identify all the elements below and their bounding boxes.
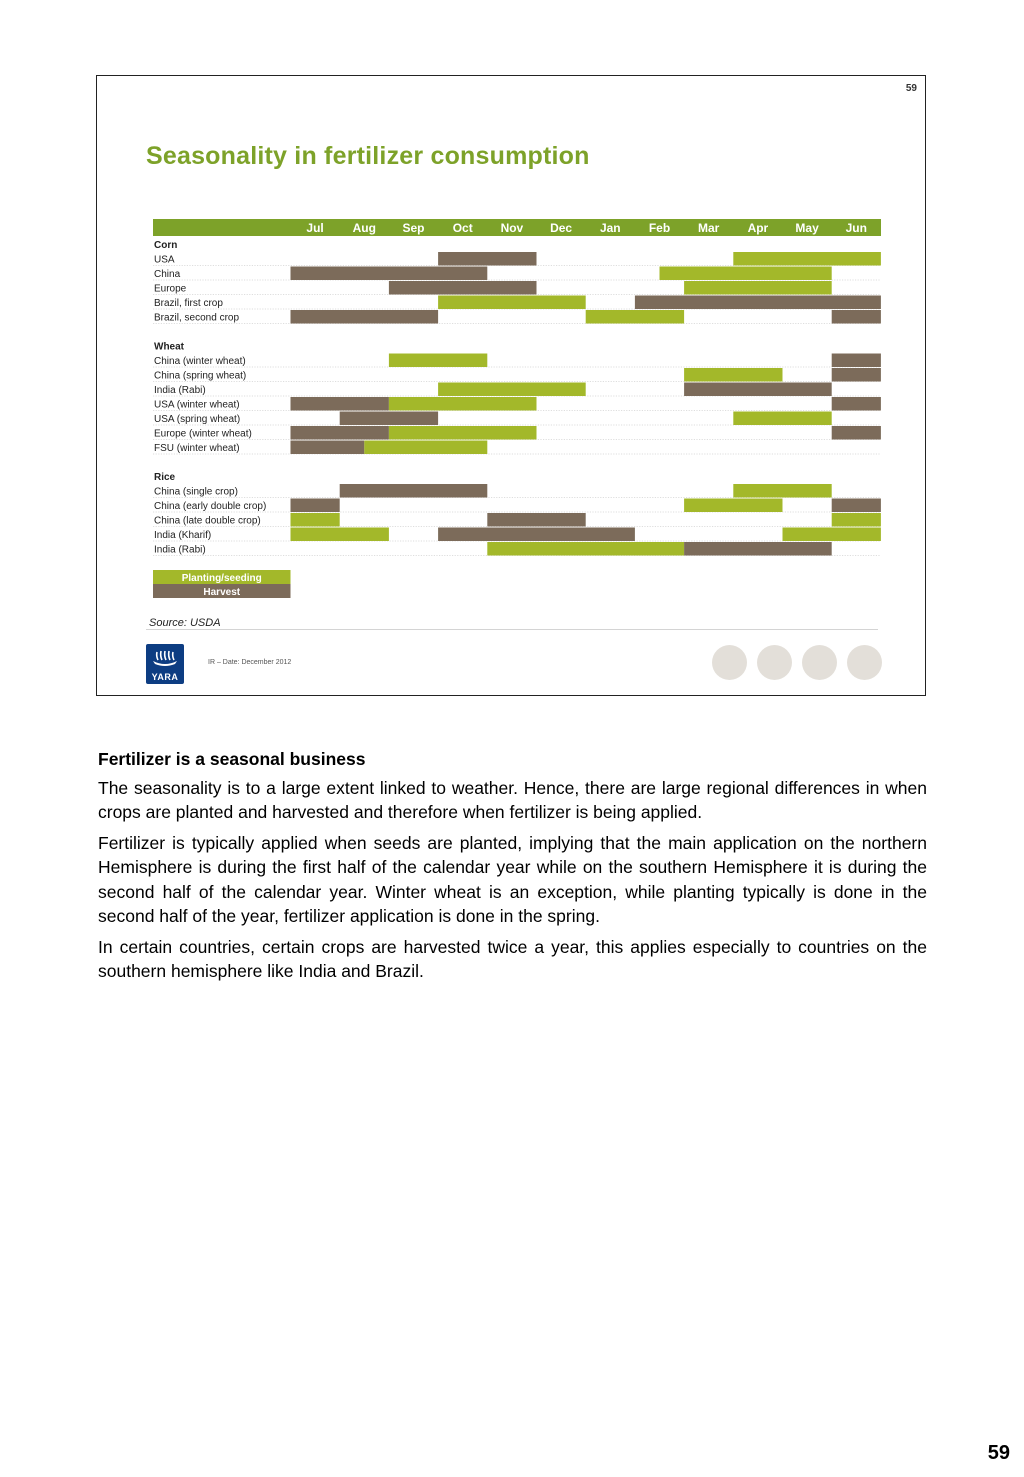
planting-bar (684, 368, 782, 382)
slide (96, 75, 926, 696)
month-label: Jun (845, 221, 867, 235)
legend-harvest-label: Harvest (203, 587, 241, 598)
row-label: China (single crop) (154, 486, 238, 498)
paragraph: The seasonality is to a large extent linked to weather. Hence, there are large regional differences in when crops are planted and harvested and therefore when fertilizer is being applied. (98, 777, 927, 822)
harvest-bar (389, 281, 537, 295)
body-text (98, 747, 927, 990)
harvest-bar (832, 354, 881, 368)
harvest-bar (340, 484, 488, 498)
harvest-bar (291, 267, 488, 281)
harvest-bar (832, 368, 881, 382)
harvest-bar (291, 310, 439, 324)
footer-divider (146, 629, 878, 630)
planting-bar (733, 252, 881, 266)
harvest-bar (832, 310, 881, 324)
planting-bar (783, 528, 881, 542)
paragraph: Fertilizer is typically applied when seeds are planted, implying that the main application on the northern Hemisphere is during the first half of the calendar year while on the southern Hemisphere it is during the second half of the calendar year. Winter wheat is an exception, while planting typically is done in the second half of the year, fertilizer application is done in the spring. (98, 832, 927, 926)
planting-bar (389, 426, 537, 440)
planting-bar (291, 528, 389, 542)
month-label: Oct (452, 221, 473, 235)
source-note: Source: USDA (149, 617, 221, 629)
nav-dot (712, 645, 747, 680)
month-label: Jul (306, 221, 324, 235)
seasonality-chart (97, 76, 926, 616)
planting-bar (733, 412, 831, 426)
nav-dot (757, 645, 792, 680)
harvest-bar (291, 499, 340, 513)
planting-bar (684, 499, 782, 513)
paragraph: In certain countries, certain crops are harvested twice a year, this applies especially to countries on the southern hemisphere like India and Brazil. (98, 936, 927, 981)
planting-bar (389, 397, 537, 411)
harvest-bar (438, 528, 635, 542)
month-label: Dec (550, 221, 573, 235)
row-label: Europe (154, 283, 187, 295)
planting-bar (832, 513, 881, 527)
harvest-bar (684, 383, 832, 397)
month-label: Mar (698, 221, 720, 235)
planting-bar (438, 383, 586, 397)
harvest-bar (832, 426, 881, 440)
group-label: Rice (154, 472, 176, 483)
slide-number: 59 (905, 83, 917, 94)
harvest-bar (487, 513, 585, 527)
navigation-dots (712, 645, 882, 680)
harvest-bar (340, 412, 438, 426)
nav-dot (847, 645, 882, 680)
group-label: Corn (154, 240, 178, 251)
harvest-bar (291, 397, 389, 411)
row-label: India (Kharif) (154, 530, 212, 541)
planting-bar (684, 281, 832, 295)
row-label: Europe (winter wheat) (154, 428, 252, 440)
planting-bar (389, 354, 487, 368)
viking-ship-icon (151, 648, 179, 668)
month-label: Nov (500, 221, 524, 235)
planting-bar (733, 484, 831, 498)
footer-date: IR – Date: December 2012 (208, 659, 292, 666)
row-label: China (early double crop) (154, 501, 267, 512)
row-label: China (winter wheat) (154, 356, 246, 367)
planting-bar (291, 513, 340, 527)
group-label: Wheat (154, 341, 184, 353)
harvest-bar (832, 499, 881, 513)
row-label: Brazil, second crop (154, 312, 240, 324)
legend-planting-label: Planting/seeding (181, 573, 262, 584)
row-label: China (154, 269, 181, 280)
slide-title: Seasonality in fertilizer consumption (146, 142, 590, 170)
harvest-bar (291, 426, 389, 440)
month-label: Jan (599, 221, 621, 235)
nav-dot (802, 645, 837, 680)
month-label: Feb (648, 221, 671, 235)
page-number: 59 (987, 1442, 1010, 1464)
harvest-bar (635, 296, 881, 310)
harvest-bar (832, 397, 881, 411)
harvest-bar (291, 441, 365, 455)
row-label: China (spring wheat) (154, 370, 247, 382)
month-label: Aug (352, 221, 376, 235)
row-label: USA (spring wheat) (154, 414, 241, 425)
planting-bar (438, 296, 586, 310)
planting-bar (364, 441, 487, 455)
month-label: Apr (747, 221, 769, 235)
row-label: Brazil, first crop (154, 298, 223, 309)
planting-bar (660, 267, 832, 281)
month-label: May (795, 221, 819, 235)
row-label: India (Rabi) (154, 544, 206, 556)
row-label: FSU (winter wheat) (154, 443, 240, 454)
yara-logo (146, 644, 184, 684)
harvest-bar (438, 252, 536, 266)
row-label: USA (154, 254, 175, 266)
row-label: China (late double crop) (154, 515, 261, 527)
planting-bar (487, 542, 684, 556)
planting-bar (586, 310, 684, 324)
logo-text: YARA (151, 672, 179, 682)
section-heading: Fertilizer is a seasonal business (98, 749, 366, 769)
row-label: India (Rabi) (154, 385, 206, 396)
harvest-bar (684, 542, 832, 556)
month-label: Sep (402, 221, 425, 235)
row-label: USA (winter wheat) (154, 399, 240, 411)
